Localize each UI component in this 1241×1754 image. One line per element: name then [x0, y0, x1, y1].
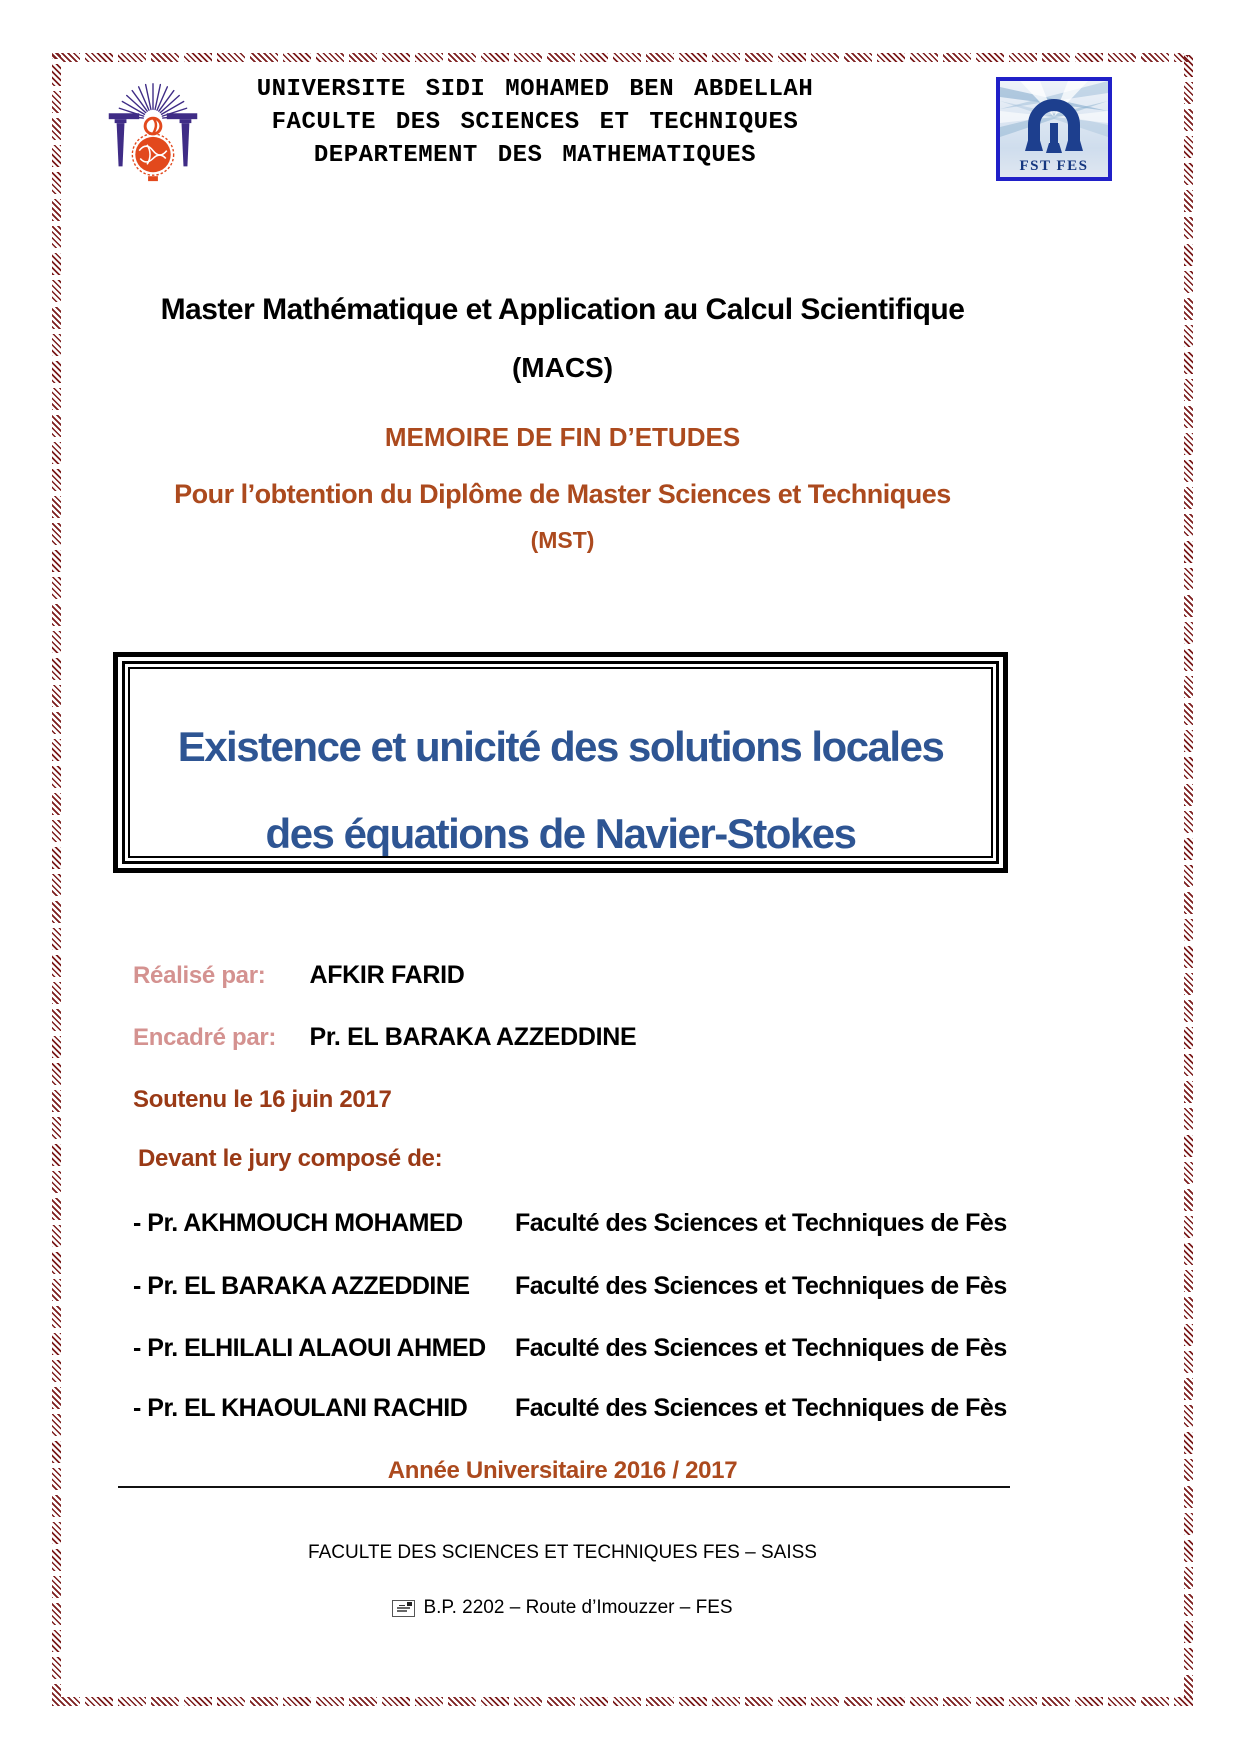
jury-member-affiliation: Faculté des Sciences et Techniques de Fès: [515, 1209, 1007, 1237]
thesis-title-box-middle-border: [122, 661, 999, 864]
master-program-title: Master Mathématique et Application au Calcul Scientifique: [160, 293, 965, 326]
realise-par-row: [133, 959, 464, 995]
jury-member-name: - Pr. AKHMOUCH MOHAMED: [133, 1209, 463, 1237]
thesis-title-line2: des équations de Navier-Stokes: [265, 810, 856, 857]
fst-fes-logo-label: FST FES: [1019, 158, 1089, 174]
jury-member-affiliation: Faculté des Sciences et Techniques de Fès: [515, 1334, 1007, 1362]
footer-divider-line: [118, 1486, 1010, 1488]
academic-year: Année Universitaire 2016 / 2017: [387, 1457, 738, 1484]
decorative-border-top: [52, 53, 1188, 62]
memoire-heading: MEMOIRE DE FIN D’ETUDES: [384, 422, 741, 452]
envelope-icon: [392, 1600, 415, 1617]
jury-member-row: [133, 1392, 1013, 1424]
university-header: [235, 73, 835, 172]
jury-member-row: [133, 1207, 1013, 1239]
address-text: B.P. 2202 – Route d’Imouzzer – FES: [423, 1597, 733, 1618]
decorative-border-left: [52, 53, 61, 1706]
thesis-title-box-inner: [128, 667, 993, 858]
encadre-par-row: [133, 1021, 636, 1057]
realise-par-label: Réalisé par:: [133, 962, 266, 989]
defense-date: Soutenu le 16 juin 2017: [133, 1086, 392, 1113]
decorative-border-bottom: [52, 1697, 1193, 1706]
thesis-title-line1: Existence et unicité des solutions locales: [177, 723, 944, 770]
jury-member-affiliation: Faculté des Sciences et Techniques de Fès: [515, 1272, 1007, 1300]
jury-member-name: - Pr. EL BARAKA AZZEDDINE: [133, 1272, 470, 1300]
jury-member-name: - Pr. ELHILALI ALAOUI AHMED: [133, 1334, 486, 1362]
master-abbrev: (MACS): [511, 352, 614, 383]
university-emblem-icon: [103, 70, 203, 188]
supervisor-name: Pr. EL BARAKA AZZEDDINE: [309, 1023, 637, 1051]
decorative-border-right: [1184, 53, 1193, 1697]
address-line: [115, 1596, 1010, 1620]
thesis-title-box: [113, 652, 1008, 873]
diploma-line: Pour l’obtention du Diplôme de Master Sciences et Techniques: [174, 479, 951, 509]
jury-member-row: [133, 1332, 1013, 1364]
jury-member-row: [133, 1270, 1013, 1302]
university-name: UNIVERSITE SIDI MOHAMED BEN ABDELLAH: [256, 76, 814, 103]
jury-member-name: - Pr. EL KHAOULANI RACHID: [133, 1394, 468, 1422]
jury-heading: Devant le jury composé de:: [138, 1145, 443, 1172]
faculty-footer-line: FACULTE DES SCIENCES ET TECHNIQUES FES – SAISS: [308, 1542, 817, 1563]
diploma-abbrev: (MST): [530, 527, 595, 553]
faculty-name: FACULTE DES SCIENCES ET TECHNIQUES: [271, 109, 799, 136]
fst-fes-logo-art-icon: [1000, 81, 1108, 157]
author-name: AFKIR FARID: [309, 961, 465, 989]
jury-member-affiliation: Faculté des Sciences et Techniques de Fès: [515, 1394, 1007, 1422]
department-name: DEPARTEMENT DES MATHEMATIQUES: [313, 142, 757, 169]
encadre-par-label: Encadré par:: [133, 1024, 277, 1051]
fst-fes-logo: [996, 77, 1112, 181]
